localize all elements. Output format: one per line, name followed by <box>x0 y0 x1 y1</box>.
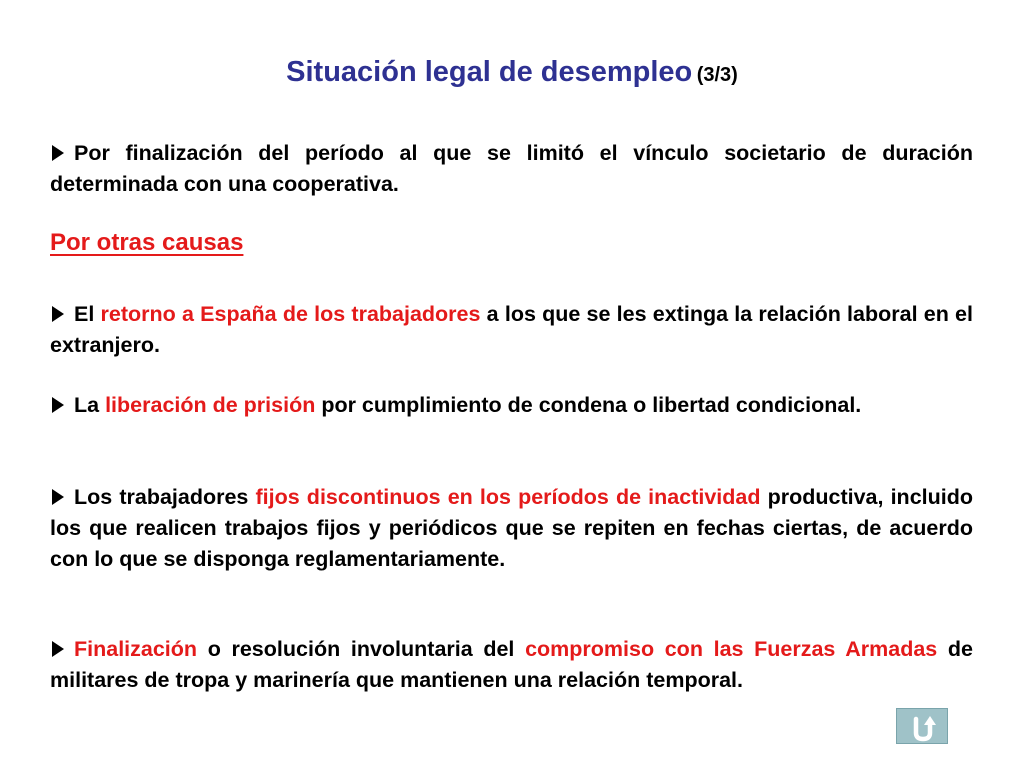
return-arrow-icon <box>897 709 949 745</box>
return-button[interactable] <box>896 708 948 744</box>
bullet-text: Los trabajadores <box>74 485 256 509</box>
slide-title <box>0 56 1024 89</box>
bullet-highlight: liberación de prisión <box>105 393 316 417</box>
arrow-bullet-icon <box>52 397 64 413</box>
bullet-fijos-discontinuos <box>50 482 973 575</box>
bullet-highlight: retorno a España de los trabajadores <box>100 302 481 326</box>
bullet-text: productiva, incluido los que realicen trabajos fijos y periódicos que se repiten en fechas ciertas, de acuerdo con lo que se disponga reglamentariamente. <box>50 485 973 571</box>
arrow-bullet-icon <box>52 489 64 505</box>
slide-title-page-indicator: (3/3) <box>696 64 738 86</box>
bullet-retorno-espana <box>50 299 973 361</box>
arrow-bullet-icon <box>52 145 64 161</box>
bullet-highlight: compromiso con las Fuerzas Armadas <box>525 637 938 661</box>
bullet-cooperativa <box>50 138 973 200</box>
bullet-fuerzas-armadas <box>50 634 973 696</box>
bullet-text: La <box>74 393 106 417</box>
arrow-bullet-icon <box>52 306 64 322</box>
bullet-text: de militares de tropa y marinería que mantienen una relación temporal. <box>50 637 973 692</box>
section-heading-otras-causas: Por otras causas <box>50 229 244 256</box>
bullet-highlight: fijos discontinuos en los períodos de inactividad <box>255 485 761 509</box>
slide-title-main: Situación legal de desempleo <box>286 56 693 88</box>
bullet-text: a los que se les extinga la relación laboral en el extranjero. <box>50 302 973 357</box>
bullet-liberacion-prision <box>50 390 973 421</box>
bullet-text: por cumplimiento de condena o libertad condicional. <box>315 393 862 417</box>
bullet-text: Por finalización del período al que se limitó el vínculo societario de duración determinada con una cooperativa. <box>50 141 973 196</box>
bullet-text: o resolución involuntaria del <box>197 637 526 661</box>
bullet-highlight: Finalización <box>74 637 198 661</box>
bullet-text: El <box>74 302 101 326</box>
arrow-bullet-icon <box>52 641 64 657</box>
